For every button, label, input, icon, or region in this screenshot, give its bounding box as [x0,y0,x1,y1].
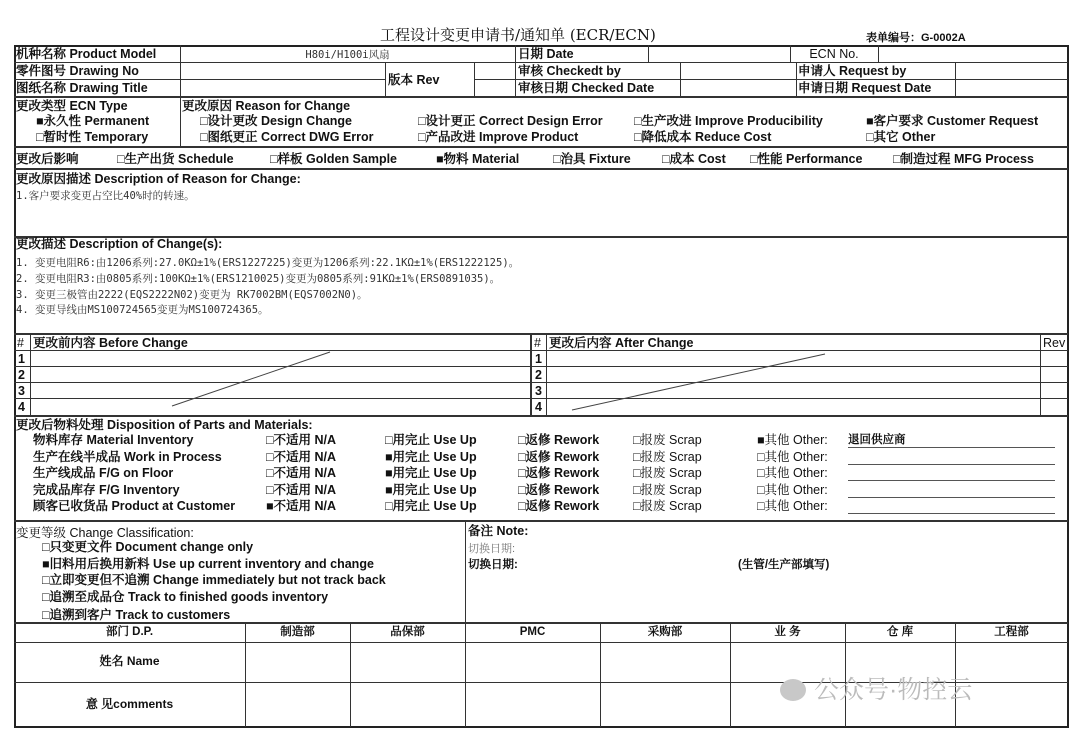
impact-schedule-checkbox[interactable]: □生产出货 Schedule [117,152,234,166]
drawing-no-label: 零件图号 Drawing No [16,64,139,78]
signoff-header: 仓 库 [886,626,914,638]
signoff-header: 部门 D.P. [105,626,154,638]
na-checkbox[interactable]: □不适用 N/A [266,466,337,480]
impact-golden-sample-checkbox[interactable]: □样板 Golden Sample [270,152,398,166]
other-checkbox[interactable]: □其他 Other: [757,466,828,480]
use-up-checkbox[interactable]: ■用完止 Use Up [385,483,477,497]
row-number: 4 [18,400,25,414]
scrap-checkbox[interactable]: □报废 Scrap [633,433,702,447]
classification-immediate-checkbox[interactable]: □立即变更但不追溯 Change immediately but not track back [42,573,386,587]
signoff-header: 工程部 [994,626,1029,638]
reason-other-checkbox[interactable]: □其它 Other [866,130,936,144]
signoff-field[interactable] [246,683,349,726]
signoff-header: 业 务 [774,626,801,638]
signoff-field[interactable] [956,683,1067,726]
reason-desc-line[interactable]: 1.客户要求变更占空比40%时的转速。 [16,190,195,202]
signoff-field[interactable] [466,643,599,681]
classification-label: 变更等级 Change Classification: [16,526,194,540]
watermark: 公众号·物控云 [780,670,972,706]
disposition-item-label: 顾客已收货品 Product at Customer [33,499,236,513]
scrap-checkbox[interactable]: □报废 Scrap [633,499,702,513]
wechat-icon [780,679,806,701]
signoff-row-label: 姓名 Name [99,654,160,668]
signoff-field[interactable] [351,643,464,681]
reason-label: 更改原因 Reason for Change [182,99,351,113]
other-value-field[interactable]: 退回供应商 [848,433,1055,448]
reason-design-change-checkbox[interactable]: □设计更改 Design Change [200,114,353,128]
row-number: 3 [535,384,542,398]
other-value-field[interactable] [848,499,1055,514]
other-value-field[interactable] [848,450,1055,465]
other-value-field[interactable] [848,483,1055,498]
scrap-checkbox[interactable]: □报废 Scrap [633,466,702,480]
classification-track-fg-checkbox[interactable]: □追溯至成品仓 Track to finished goods inventory [42,590,329,604]
other-checkbox[interactable]: □其他 Other: [757,499,828,513]
drawing-title-label: 图纸名称 Drawing Title [16,81,148,95]
impact-performance-checkbox[interactable]: □性能 Performance [750,152,863,166]
signoff-field[interactable] [351,683,464,726]
use-up-checkbox[interactable]: ■用完止 Use Up [385,450,477,464]
product-model-label: 机种名称 Product Model [16,47,157,61]
checked-date-label: 审核日期 Checked Date [518,81,655,95]
signoff-header: 制造部 [280,626,315,638]
note-label: 备注 Note: [468,524,529,538]
before-strike-line [172,352,330,406]
impact-material-checkbox[interactable]: ■物料 Material [436,152,520,166]
impact-label: 更改后影响 [16,152,79,166]
before-hash-header: # [17,336,24,350]
signoff-field[interactable] [601,643,729,681]
disposition-item-label: 完成品库存 F/G Inventory [33,483,180,497]
request-by-label: 申请人 Request by [798,64,907,78]
ecn-type-permanent-checkbox[interactable]: ■永久性 Permanent [36,114,150,128]
reason-reduce-cost-checkbox[interactable]: □降低成本 Reduce Cost [634,130,772,144]
rework-checkbox[interactable]: □返修 Rework [518,499,600,513]
impact-cost-checkbox[interactable]: □成本 Cost [662,152,726,166]
page-title: 工程设计变更申请书/通知单 (ECR/ECN) [380,26,656,44]
ecn-type-label: 更改类型 ECN Type [16,99,128,113]
disposition-item-label: 生产线成品 F/G on Floor [33,466,174,480]
fill-by-note: (生管/生产部填写) [738,559,830,571]
after-strike-line [572,354,825,410]
rework-checkbox[interactable]: □返修 Rework [518,483,600,497]
signoff-field[interactable] [601,683,729,726]
reason-producibility-checkbox[interactable]: □生产改进 Improve Producibility [634,114,823,128]
disposition-label: 更改后物料处理 Disposition of Parts and Materials: [16,418,313,432]
use-up-checkbox[interactable]: □用完止 Use Up [385,433,477,447]
reason-desc-label: 更改原因描述 Description of Reason for Change: [16,172,301,186]
change-desc-line[interactable]: 1. 变更电阻R6:由1206系列:27.0KΩ±1%(ERS1227225)变更为1206系列:22.1KΩ±1%(ERS1222125)。 [16,257,520,269]
signoff-field[interactable] [956,643,1067,681]
before-change-header: 更改前内容 Before Change [33,336,188,350]
switch-date-hint: 切换日期: [468,543,516,555]
scrap-checkbox[interactable]: □报废 Scrap [633,450,702,464]
row-number: 4 [535,400,542,414]
other-value-field[interactable] [848,466,1055,481]
na-checkbox[interactable]: □不适用 N/A [266,450,337,464]
classification-doc-only-checkbox[interactable]: □只变更文件 Document change only [42,540,254,554]
change-desc-line[interactable]: 2. 变更电阻R3:由0805系列:100KΩ±1%(ERS1210025)变更为0805系列:91KΩ±1%(ERS0891035)。 [16,273,501,285]
checked-by-label: 审核 Checkedt by [518,64,621,78]
row-number: 1 [18,352,25,366]
classification-use-up-checkbox[interactable]: ■旧料用后换用新料 Use up current inventory and change [42,557,374,571]
signoff-header: PMC [519,626,546,638]
row-number: 3 [18,384,25,398]
rework-checkbox[interactable]: □返修 Rework [518,466,600,480]
form-number: 表单编号：G-0002A [866,32,966,44]
reason-improve-product-checkbox[interactable]: □产品改进 Improve Product [418,130,579,144]
after-change-header: 更改后内容 After Change [549,336,694,350]
ecn-type-temporary-checkbox[interactable]: □暂时性 Temporary [36,130,149,144]
other-checkbox[interactable]: □其他 Other: [757,483,828,497]
ecn-no-label: ECN No. [809,47,859,61]
na-checkbox[interactable]: □不适用 N/A [266,433,337,447]
request-date-label: 申请日期 Request Date [798,81,932,95]
change-desc-line[interactable]: 3. 变更三极管由2222(EQS2222N02)变更为 RK7002BM(EQS7002N0)。 [16,289,368,301]
other-checkbox[interactable]: ■其他 Other: [757,433,828,447]
na-checkbox[interactable]: ■不适用 N/A [266,499,337,513]
signoff-field[interactable] [246,643,349,681]
rev-header: Rev [1043,336,1066,350]
rev-label: 版本 Rev [388,73,440,87]
impact-fixture-checkbox[interactable]: □治具 Fixture [553,152,631,166]
use-up-checkbox[interactable]: ■用完止 Use Up [385,466,477,480]
after-hash-header: # [534,336,541,350]
other-checkbox[interactable]: □其他 Other: [757,450,828,464]
signoff-header: 采购部 [647,626,683,638]
signoff-row-label: 意 见comments [85,697,174,711]
scrap-checkbox[interactable]: □报废 Scrap [633,483,702,497]
signoff-header: 品保部 [390,626,425,638]
classification-track-customer-checkbox[interactable]: □追溯到客户 Track to customers [42,608,231,622]
reason-customer-request-checkbox[interactable]: ■客户要求 Customer Request [866,114,1039,128]
disposition-item-label: 生产在线半成品 Work in Process [33,450,222,464]
change-desc-label: 更改描述 Description of Change(s): [16,237,223,251]
signoff-field[interactable] [466,683,599,726]
row-number: 2 [18,368,25,382]
rework-checkbox[interactable]: □返修 Rework [518,450,600,464]
reason-design-error-checkbox[interactable]: □设计更正 Correct Design Error [418,114,603,128]
row-number: 1 [535,352,542,366]
na-checkbox[interactable]: □不适用 N/A [266,483,337,497]
switch-date-label: 切换日期: [468,559,518,571]
product-model-value[interactable]: H80i/H100i风扇 [305,49,390,61]
use-up-checkbox[interactable]: □用完止 Use Up [385,499,477,513]
row-number: 2 [535,368,542,382]
disposition-item-label: 物料库存 Material Inventory [33,433,194,447]
rework-checkbox[interactable]: □返修 Rework [518,433,600,447]
change-desc-line[interactable]: 4. 变更导线由MS100724565变更为MS100724365。 [16,304,269,316]
impact-mfg-process-checkbox[interactable]: □制造过程 MFG Process [893,152,1034,166]
reason-dwg-error-checkbox[interactable]: □图纸更正 Correct DWG Error [200,130,374,144]
date-label: 日期 Date [518,47,574,61]
